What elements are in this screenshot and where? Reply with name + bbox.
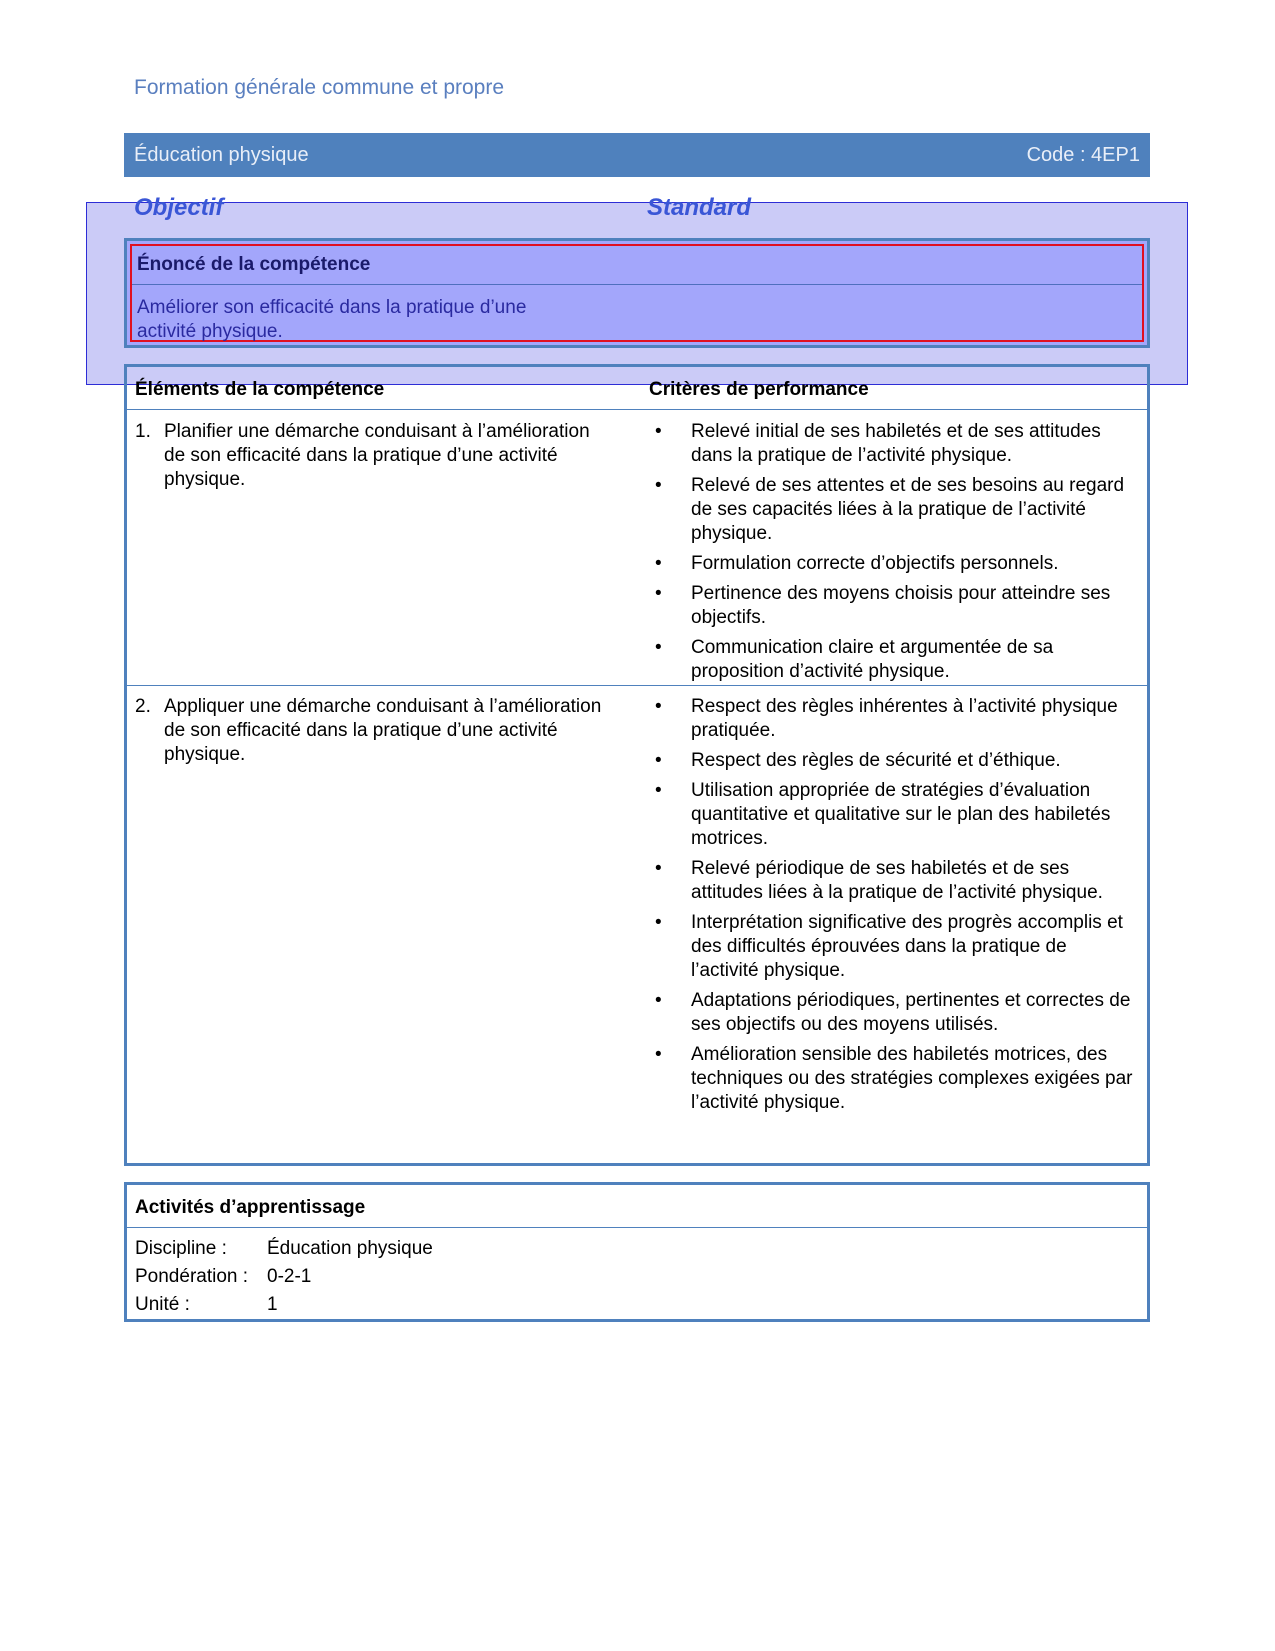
- enonce-heading: Énoncé de la compétence: [137, 254, 371, 275]
- ponderation-label: Pondération :: [135, 1266, 249, 1287]
- enonce-box: [124, 238, 1150, 348]
- element-text: Appliquer une démarche conduisant à l’amélioration de son efficacité dans la pratique d’une activité physique.: [164, 696, 602, 765]
- course-title: Éducation physique: [134, 144, 309, 166]
- element-item-1: [135, 420, 605, 492]
- activities-box: [124, 1182, 1150, 1322]
- element-number: 1.: [135, 421, 151, 442]
- bullet-icon: •: [655, 990, 662, 1011]
- criterion-item: • Respect des règles inhérentes à l’activité physique pratiquée.: [655, 696, 1118, 741]
- elements-table: [124, 364, 1150, 1166]
- criterion-item: • Communication claire et argumentée de sa proposition d’activité physique.: [655, 637, 1054, 682]
- criterion-item: • Adaptations périodiques, pertinentes et correctes de ses objectifs ou des moyens utilisés.: [655, 990, 1131, 1035]
- criteria-list-2: [649, 695, 1139, 1121]
- top-title: Formation générale commune et propre: [134, 76, 505, 99]
- criteria-list-1: [649, 420, 1139, 690]
- criterion-item: • Relevé de ses attentes et de ses besoins au regard de ses capacités liées à la pratique de l’activité physique.: [655, 475, 1125, 544]
- criterion-item: • Pertinence des moyens choisis pour atteindre ses objectifs.: [655, 583, 1111, 628]
- bullet-icon: •: [655, 421, 662, 442]
- criterion-item: • Relevé périodique de ses habiletés et de ses attitudes liées à la pratique de l’activité physique.: [655, 858, 1103, 903]
- bullet-icon: •: [655, 637, 662, 658]
- standard-heading: Standard: [647, 194, 752, 221]
- element-text: Planifier une démarche conduisant à l’amélioration de son efficacité dans la pratique d’une activité physique.: [164, 421, 590, 490]
- bullet-icon: •: [655, 1044, 662, 1065]
- element-item-2: [135, 695, 605, 767]
- bullet-icon: •: [655, 696, 662, 717]
- course-code: Code : 4EP1: [1026, 144, 1140, 166]
- criterion-item: • Relevé initial de ses habiletés et de ses attitudes dans la pratique de l’activité physique.: [655, 421, 1101, 466]
- divider: [127, 685, 1147, 686]
- elements-heading: Éléments de la compétence: [135, 379, 385, 400]
- bullet-icon: •: [655, 553, 662, 574]
- ponderation-row: [135, 1266, 311, 1288]
- discipline-label: Discipline :: [135, 1238, 227, 1259]
- discipline-row: [135, 1238, 433, 1260]
- divider: [132, 284, 1142, 285]
- criterion-item: • Utilisation appropriée de stratégies d’évaluation quantitative et qualitative sur le plan des habiletés motrices.: [655, 780, 1111, 849]
- course-banner: [124, 133, 1150, 177]
- criterion-item: • Amélioration sensible des habiletés motrices, des techniques ou des stratégies complexes exigées par l’activité physique.: [655, 1044, 1133, 1113]
- unite-value: 1: [267, 1294, 278, 1315]
- bullet-icon: •: [655, 912, 662, 933]
- bullet-icon: •: [655, 780, 662, 801]
- unite-label: Unité :: [135, 1294, 190, 1315]
- criterion-item: • Interprétation significative des progrès accomplis et des difficultés éprouvées dans la pratique de l’activité physique.: [655, 912, 1123, 981]
- ponderation-value: 0-2-1: [267, 1266, 312, 1287]
- criteria-heading: Critères de performance: [649, 379, 869, 400]
- criterion-item: • Formulation correcte d’objectifs personnels.: [655, 553, 1059, 574]
- bullet-icon: •: [655, 583, 662, 604]
- divider: [127, 1227, 1147, 1228]
- bullet-icon: •: [655, 750, 662, 771]
- enonce-highlight: [130, 244, 1144, 342]
- divider: [127, 409, 1147, 410]
- objective-heading: Objectif: [134, 194, 224, 221]
- criterion-item: • Respect des règles de sécurité et d’éthique.: [655, 750, 1061, 771]
- bullet-icon: •: [655, 858, 662, 879]
- element-number: 2.: [135, 696, 151, 717]
- bullet-icon: •: [655, 475, 662, 496]
- enonce-text: Améliorer son efficacité dans la pratique d’une activité physique.: [137, 297, 527, 342]
- discipline-value: Éducation physique: [267, 1238, 433, 1259]
- activities-heading: Activités d’apprentissage: [135, 1197, 366, 1218]
- unite-row: [135, 1294, 278, 1316]
